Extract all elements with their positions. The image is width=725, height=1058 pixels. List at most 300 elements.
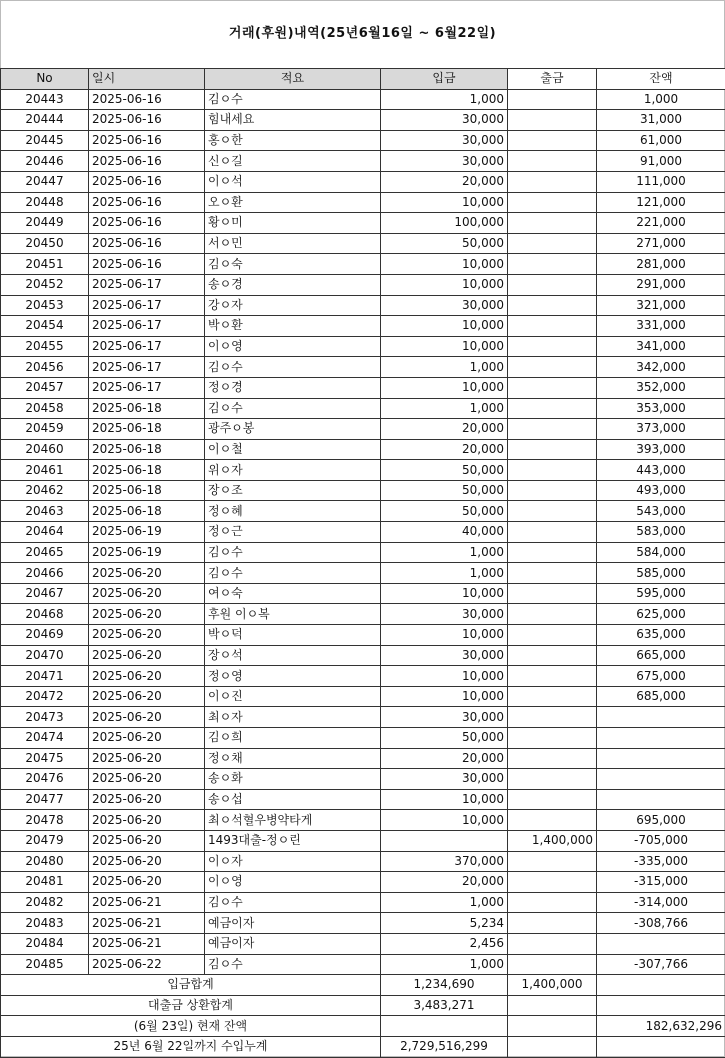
row-date: 2025-06-17: [89, 274, 205, 295]
row-balance: 393,000: [597, 439, 725, 460]
row-balance: 281,000: [597, 254, 725, 275]
table-row: [1, 851, 725, 872]
row-withdrawal: [508, 707, 597, 728]
table-row: [1, 316, 725, 337]
row-withdrawal: [508, 686, 597, 707]
empty-cell: [597, 995, 725, 1016]
row-balance: 595,000: [597, 583, 725, 604]
row-balance: 1,000: [597, 89, 725, 110]
row-balance: [597, 769, 725, 790]
row-balance: 342,000: [597, 357, 725, 378]
row-no: 20453: [1, 295, 89, 316]
row-balance: -314,000: [597, 892, 725, 913]
row-description: 김ㅇ수: [205, 398, 381, 419]
table-row: [1, 830, 725, 851]
row-withdrawal: [508, 583, 597, 604]
loan-repay-total: 3,483,271: [381, 995, 508, 1016]
row-deposit: 40,000: [381, 522, 508, 543]
row-withdrawal: [508, 357, 597, 378]
row-balance: 493,000: [597, 480, 725, 501]
row-deposit: 10,000: [381, 254, 508, 275]
row-withdrawal: [508, 460, 597, 481]
row-no: 20460: [1, 439, 89, 460]
table-row: [1, 398, 725, 419]
row-balance: 695,000: [597, 810, 725, 831]
row-deposit: 100,000: [381, 213, 508, 234]
row-balance: 635,000: [597, 625, 725, 646]
row-no: 20466: [1, 563, 89, 584]
row-balance: 352,000: [597, 377, 725, 398]
table-row: [1, 789, 725, 810]
table-row: [1, 583, 725, 604]
row-description: 이ㅇ자: [205, 851, 381, 872]
row-deposit: 30,000: [381, 295, 508, 316]
row-balance: 321,000: [597, 295, 725, 316]
row-withdrawal: [508, 625, 597, 646]
row-deposit: 20,000: [381, 419, 508, 440]
row-no: 20445: [1, 130, 89, 151]
row-description: 김ㅇ수: [205, 357, 381, 378]
row-deposit: 50,000: [381, 501, 508, 522]
row-withdrawal: [508, 789, 597, 810]
table-row: [1, 480, 725, 501]
row-deposit: 10,000: [381, 686, 508, 707]
row-withdrawal: [508, 913, 597, 934]
header-balance: 잔액: [597, 69, 725, 90]
row-date: 2025-06-18: [89, 398, 205, 419]
table-row: [1, 542, 725, 563]
row-description: 김ㅇ수: [205, 563, 381, 584]
cumulative-income-row: [1, 1036, 725, 1057]
row-balance: 271,000: [597, 233, 725, 254]
table-row: [1, 645, 725, 666]
row-balance: 685,000: [597, 686, 725, 707]
row-no: 20456: [1, 357, 89, 378]
row-balance: 291,000: [597, 274, 725, 295]
row-date: 2025-06-16: [89, 89, 205, 110]
row-withdrawal: [508, 439, 597, 460]
row-no: 20446: [1, 151, 89, 172]
row-no: 20467: [1, 583, 89, 604]
row-balance: [597, 748, 725, 769]
table-row: [1, 522, 725, 543]
row-date: 2025-06-18: [89, 419, 205, 440]
row-deposit: 10,000: [381, 336, 508, 357]
row-description: 정ㅇ근: [205, 522, 381, 543]
row-description: 1493대출-정ㅇ린: [205, 830, 381, 851]
empty-cell: [508, 1016, 597, 1037]
row-date: 2025-06-20: [89, 728, 205, 749]
row-no: 20468: [1, 604, 89, 625]
current-balance-label: (6월 23일) 현재 잔액: [1, 1016, 381, 1037]
row-date: 2025-06-20: [89, 604, 205, 625]
row-deposit: 10,000: [381, 666, 508, 687]
row-deposit: 1,000: [381, 357, 508, 378]
row-date: 2025-06-22: [89, 954, 205, 975]
row-description: 정ㅇ경: [205, 377, 381, 398]
loan-repay-row: [1, 995, 725, 1016]
deposit-total-label: 입금합계: [1, 975, 381, 996]
loan-repay-label: 대출금 상환합계: [1, 995, 381, 1016]
row-deposit: 10,000: [381, 274, 508, 295]
row-deposit: 20,000: [381, 439, 508, 460]
row-deposit: 5,234: [381, 913, 508, 934]
table-row: [1, 357, 725, 378]
table-row: [1, 625, 725, 646]
row-withdrawal: [508, 769, 597, 790]
table-row: [1, 213, 725, 234]
row-balance: 443,000: [597, 460, 725, 481]
row-no: 20452: [1, 274, 89, 295]
row-deposit: 1,000: [381, 398, 508, 419]
row-no: 20477: [1, 789, 89, 810]
row-balance: -315,000: [597, 872, 725, 893]
row-balance: 583,000: [597, 522, 725, 543]
row-withdrawal: [508, 130, 597, 151]
table-row: [1, 336, 725, 357]
table-row: [1, 810, 725, 831]
table-row: [1, 872, 725, 893]
row-balance: 665,000: [597, 645, 725, 666]
row-withdrawal: [508, 213, 597, 234]
table-row: [1, 604, 725, 625]
row-deposit: 30,000: [381, 130, 508, 151]
table-row: [1, 151, 725, 172]
row-balance: [597, 789, 725, 810]
row-date: 2025-06-18: [89, 501, 205, 522]
row-deposit: 20,000: [381, 872, 508, 893]
row-balance: 91,000: [597, 151, 725, 172]
row-deposit: 10,000: [381, 377, 508, 398]
table-row: [1, 954, 725, 975]
row-deposit: 1,000: [381, 892, 508, 913]
row-withdrawal: [508, 336, 597, 357]
row-no: 20463: [1, 501, 89, 522]
row-deposit: 50,000: [381, 233, 508, 254]
row-withdrawal: [508, 666, 597, 687]
row-description: 광주ㅇ봉: [205, 419, 381, 440]
row-no: 20470: [1, 645, 89, 666]
row-no: 20444: [1, 110, 89, 131]
row-description: 김ㅇ수: [205, 89, 381, 110]
row-description: 이ㅇ철: [205, 439, 381, 460]
row-date: 2025-06-20: [89, 625, 205, 646]
row-deposit: 50,000: [381, 728, 508, 749]
row-withdrawal: [508, 398, 597, 419]
row-description: 장ㅇ조: [205, 480, 381, 501]
page-title: 거래(후원)내역(25년6월16일 ~ 6월22일): [0, 22, 725, 41]
header-no: No: [1, 69, 89, 90]
cumulative-income: 2,729,516,299: [381, 1036, 508, 1057]
row-description: 이ㅇ영: [205, 872, 381, 893]
row-no: 20484: [1, 933, 89, 954]
table-row: [1, 563, 725, 584]
row-no: 20469: [1, 625, 89, 646]
row-no: 20455: [1, 336, 89, 357]
row-withdrawal: [508, 274, 597, 295]
header-deposit: 입금: [381, 69, 508, 90]
row-no: 20449: [1, 213, 89, 234]
row-date: 2025-06-18: [89, 480, 205, 501]
row-no: 20471: [1, 666, 89, 687]
row-deposit: 1,000: [381, 89, 508, 110]
row-description: 김ㅇ수: [205, 954, 381, 975]
row-description: 정ㅇ영: [205, 666, 381, 687]
row-withdrawal: [508, 480, 597, 501]
row-date: 2025-06-20: [89, 789, 205, 810]
row-no: 20479: [1, 830, 89, 851]
table-row: [1, 130, 725, 151]
row-withdrawal: [508, 810, 597, 831]
row-date: 2025-06-18: [89, 460, 205, 481]
empty-cell: [508, 995, 597, 1016]
row-deposit: 2,456: [381, 933, 508, 954]
row-description: 정ㅇ채: [205, 748, 381, 769]
transaction-table: [0, 68, 725, 1058]
row-description: 장ㅇ석: [205, 645, 381, 666]
row-withdrawal: [508, 419, 597, 440]
row-deposit: 30,000: [381, 769, 508, 790]
row-balance: 31,000: [597, 110, 725, 131]
row-deposit: 30,000: [381, 707, 508, 728]
table-row: [1, 254, 725, 275]
deposit-total-row: [1, 975, 725, 996]
row-description: 예금이자: [205, 913, 381, 934]
row-withdrawal: [508, 295, 597, 316]
row-balance: 353,000: [597, 398, 725, 419]
row-balance: [597, 728, 725, 749]
row-withdrawal: [508, 563, 597, 584]
header-description: 적요: [205, 69, 381, 90]
row-no: 20459: [1, 419, 89, 440]
table-row: [1, 171, 725, 192]
row-deposit: 20,000: [381, 748, 508, 769]
row-date: 2025-06-20: [89, 769, 205, 790]
row-no: 20450: [1, 233, 89, 254]
table-row: [1, 933, 725, 954]
table-row: [1, 377, 725, 398]
header-row: [1, 69, 725, 90]
row-balance: 675,000: [597, 666, 725, 687]
row-deposit: 30,000: [381, 110, 508, 131]
row-balance: 341,000: [597, 336, 725, 357]
row-date: 2025-06-17: [89, 336, 205, 357]
row-balance: -335,000: [597, 851, 725, 872]
row-no: 20465: [1, 542, 89, 563]
row-date: 2025-06-17: [89, 295, 205, 316]
row-date: 2025-06-16: [89, 213, 205, 234]
row-deposit: 1,000: [381, 563, 508, 584]
row-date: 2025-06-19: [89, 522, 205, 543]
row-description: 김ㅇ희: [205, 728, 381, 749]
row-description: 박ㅇ환: [205, 316, 381, 337]
row-balance: 111,000: [597, 171, 725, 192]
row-balance: -705,000: [597, 830, 725, 851]
row-withdrawal: [508, 954, 597, 975]
row-date: 2025-06-20: [89, 851, 205, 872]
row-no: 20476: [1, 769, 89, 790]
row-date: 2025-06-20: [89, 563, 205, 584]
row-date: 2025-06-20: [89, 810, 205, 831]
table-row: [1, 501, 725, 522]
row-withdrawal: [508, 316, 597, 337]
empty-cell: [381, 1016, 508, 1037]
current-balance-row: [1, 1016, 725, 1037]
table-row: [1, 89, 725, 110]
empty-cell: [597, 975, 725, 996]
row-withdrawal: [508, 748, 597, 769]
row-no: 20448: [1, 192, 89, 213]
row-no: 20483: [1, 913, 89, 934]
table-row: [1, 460, 725, 481]
row-description: 서ㅇ민: [205, 233, 381, 254]
row-deposit: 1,000: [381, 542, 508, 563]
row-withdrawal: [508, 501, 597, 522]
row-no: 20475: [1, 748, 89, 769]
cumulative-income-label: 25년 6월 22일까지 수입누계: [1, 1036, 381, 1057]
row-description: 송ㅇ경: [205, 274, 381, 295]
table-row: [1, 686, 725, 707]
table-row: [1, 295, 725, 316]
header-withdrawal: 출금: [508, 69, 597, 90]
table-row: [1, 769, 725, 790]
row-deposit: 50,000: [381, 480, 508, 501]
row-withdrawal: [508, 89, 597, 110]
row-description: 신ㅇ길: [205, 151, 381, 172]
table-row: [1, 892, 725, 913]
row-date: 2025-06-20: [89, 666, 205, 687]
row-date: 2025-06-21: [89, 933, 205, 954]
row-description: 송ㅇ섭: [205, 789, 381, 810]
row-date: 2025-06-21: [89, 913, 205, 934]
row-no: 20462: [1, 480, 89, 501]
row-description: 김ㅇ수: [205, 892, 381, 913]
row-no: 20458: [1, 398, 89, 419]
row-balance: 221,000: [597, 213, 725, 234]
row-date: 2025-06-17: [89, 377, 205, 398]
row-withdrawal: [508, 872, 597, 893]
row-withdrawal: [508, 110, 597, 131]
row-date: 2025-06-20: [89, 830, 205, 851]
row-no: 20472: [1, 686, 89, 707]
row-description: 후원 이ㅇ복: [205, 604, 381, 625]
row-description: 송ㅇ화: [205, 769, 381, 790]
row-description: 강ㅇ자: [205, 295, 381, 316]
row-date: 2025-06-20: [89, 748, 205, 769]
row-no: 20454: [1, 316, 89, 337]
row-no: 20447: [1, 171, 89, 192]
row-withdrawal: [508, 171, 597, 192]
row-no: 20461: [1, 460, 89, 481]
row-description: 이ㅇ진: [205, 686, 381, 707]
row-no: 20443: [1, 89, 89, 110]
row-description: 황ㅇ미: [205, 213, 381, 234]
table-row: [1, 728, 725, 749]
row-withdrawal: [508, 933, 597, 954]
row-no: 20485: [1, 954, 89, 975]
row-deposit: 30,000: [381, 645, 508, 666]
row-balance: 373,000: [597, 419, 725, 440]
header-date: 일시: [89, 69, 205, 90]
row-description: 최ㅇ자: [205, 707, 381, 728]
row-description: 김ㅇ수: [205, 542, 381, 563]
current-balance: 182,632,296: [597, 1016, 725, 1037]
row-description: 홍ㅇ한: [205, 130, 381, 151]
row-description: 위ㅇ자: [205, 460, 381, 481]
row-deposit: 10,000: [381, 810, 508, 831]
row-no: 20464: [1, 522, 89, 543]
row-balance: 543,000: [597, 501, 725, 522]
row-withdrawal: [508, 604, 597, 625]
row-deposit: [381, 830, 508, 851]
row-deposit: 10,000: [381, 583, 508, 604]
row-withdrawal: [508, 151, 597, 172]
empty-cell: [508, 1036, 597, 1057]
row-balance: -308,766: [597, 913, 725, 934]
row-description: 박ㅇ덕: [205, 625, 381, 646]
row-withdrawal: [508, 377, 597, 398]
withdrawal-total: 1,400,000: [508, 975, 597, 996]
row-deposit: 10,000: [381, 625, 508, 646]
row-no: 20451: [1, 254, 89, 275]
row-no: 20457: [1, 377, 89, 398]
row-description: 예금이자: [205, 933, 381, 954]
row-deposit: 370,000: [381, 851, 508, 872]
table-row: [1, 707, 725, 728]
row-date: 2025-06-16: [89, 192, 205, 213]
row-deposit: 10,000: [381, 316, 508, 337]
row-description: 이ㅇ석: [205, 171, 381, 192]
row-deposit: 50,000: [381, 460, 508, 481]
row-balance: [597, 933, 725, 954]
row-date: 2025-06-17: [89, 316, 205, 337]
table-row: [1, 192, 725, 213]
row-date: 2025-06-16: [89, 171, 205, 192]
row-date: 2025-06-20: [89, 686, 205, 707]
row-description: 김ㅇ숙: [205, 254, 381, 275]
row-date: 2025-06-17: [89, 357, 205, 378]
row-balance: 584,000: [597, 542, 725, 563]
row-description: 힘내세요: [205, 110, 381, 131]
row-date: 2025-06-20: [89, 707, 205, 728]
row-withdrawal: [508, 645, 597, 666]
row-no: 20473: [1, 707, 89, 728]
table-row: [1, 748, 725, 769]
table-row: [1, 419, 725, 440]
row-withdrawal: [508, 892, 597, 913]
row-no: 20482: [1, 892, 89, 913]
row-deposit: 30,000: [381, 604, 508, 625]
row-balance: -307,766: [597, 954, 725, 975]
row-date: 2025-06-16: [89, 254, 205, 275]
row-description: 정ㅇ혜: [205, 501, 381, 522]
row-withdrawal: [508, 254, 597, 275]
row-no: 20480: [1, 851, 89, 872]
row-no: 20481: [1, 872, 89, 893]
row-withdrawal: [508, 233, 597, 254]
row-date: 2025-06-21: [89, 892, 205, 913]
row-withdrawal: [508, 542, 597, 563]
table-row: [1, 666, 725, 687]
row-deposit: 10,000: [381, 192, 508, 213]
row-date: 2025-06-16: [89, 233, 205, 254]
row-deposit: 20,000: [381, 171, 508, 192]
table-row: [1, 274, 725, 295]
row-no: 20474: [1, 728, 89, 749]
row-withdrawal: [508, 192, 597, 213]
row-date: 2025-06-18: [89, 439, 205, 460]
table-row: [1, 233, 725, 254]
